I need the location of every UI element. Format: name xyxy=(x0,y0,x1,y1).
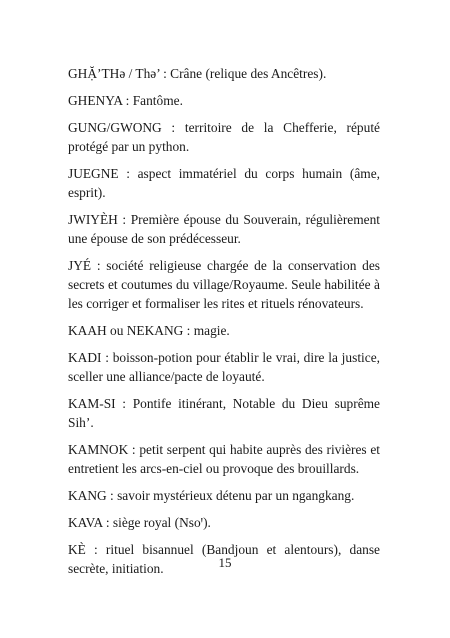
glossary-body xyxy=(68,64,380,586)
glossary-entry: KÈ : rituel bisannuel (Bandjoun et alentours), danse secrète, initiation. xyxy=(68,542,380,576)
glossary-entry: GHẶ’THə / Thə’ : Crâne (relique des Ancêtres). xyxy=(68,66,327,81)
glossary-entry: KANG : savoir mystérieux détenu par un ngangkang. xyxy=(68,488,355,503)
glossary-entry: KADI : boisson-potion pour établir le vrai, dire la justice, sceller une alliance/pacte de loyauté. xyxy=(68,350,380,384)
glossary-entry: GHENYA : Fantôme. xyxy=(68,93,183,108)
glossary-entry: KAM-SI : Pontife itinérant, Notable du Dieu suprême Sih’. xyxy=(68,396,380,430)
glossary-entry: JYÉ : société religieuse chargée de la conservation des secrets et coutumes du village/Royaume. Seule habilitée à les corriger et formaliser les rites et rituels rénovateurs. xyxy=(68,258,380,311)
page-number: 15 xyxy=(218,555,232,570)
glossary-entry: GUNG/GWONG : territoire de la Chefferie, réputé protégé par un python. xyxy=(68,120,380,154)
glossary-entry: JWIYÈH : Première épouse du Souverain, régulièrement une épouse de son prédécesseur. xyxy=(68,212,380,246)
glossary-entry: JUEGNE : aspect immatériel du corps humain (âme, esprit). xyxy=(68,166,380,200)
glossary-entry: KAVA : siège royal (Nsoꞌ). xyxy=(68,515,211,530)
glossary-entry: KAAH ou NEKANG : magie. xyxy=(68,323,230,338)
glossary-entry: KAMNOK : petit serpent qui habite auprès des rivières et entretient les arcs-en-ciel ou provoque des brouillards. xyxy=(68,442,380,476)
